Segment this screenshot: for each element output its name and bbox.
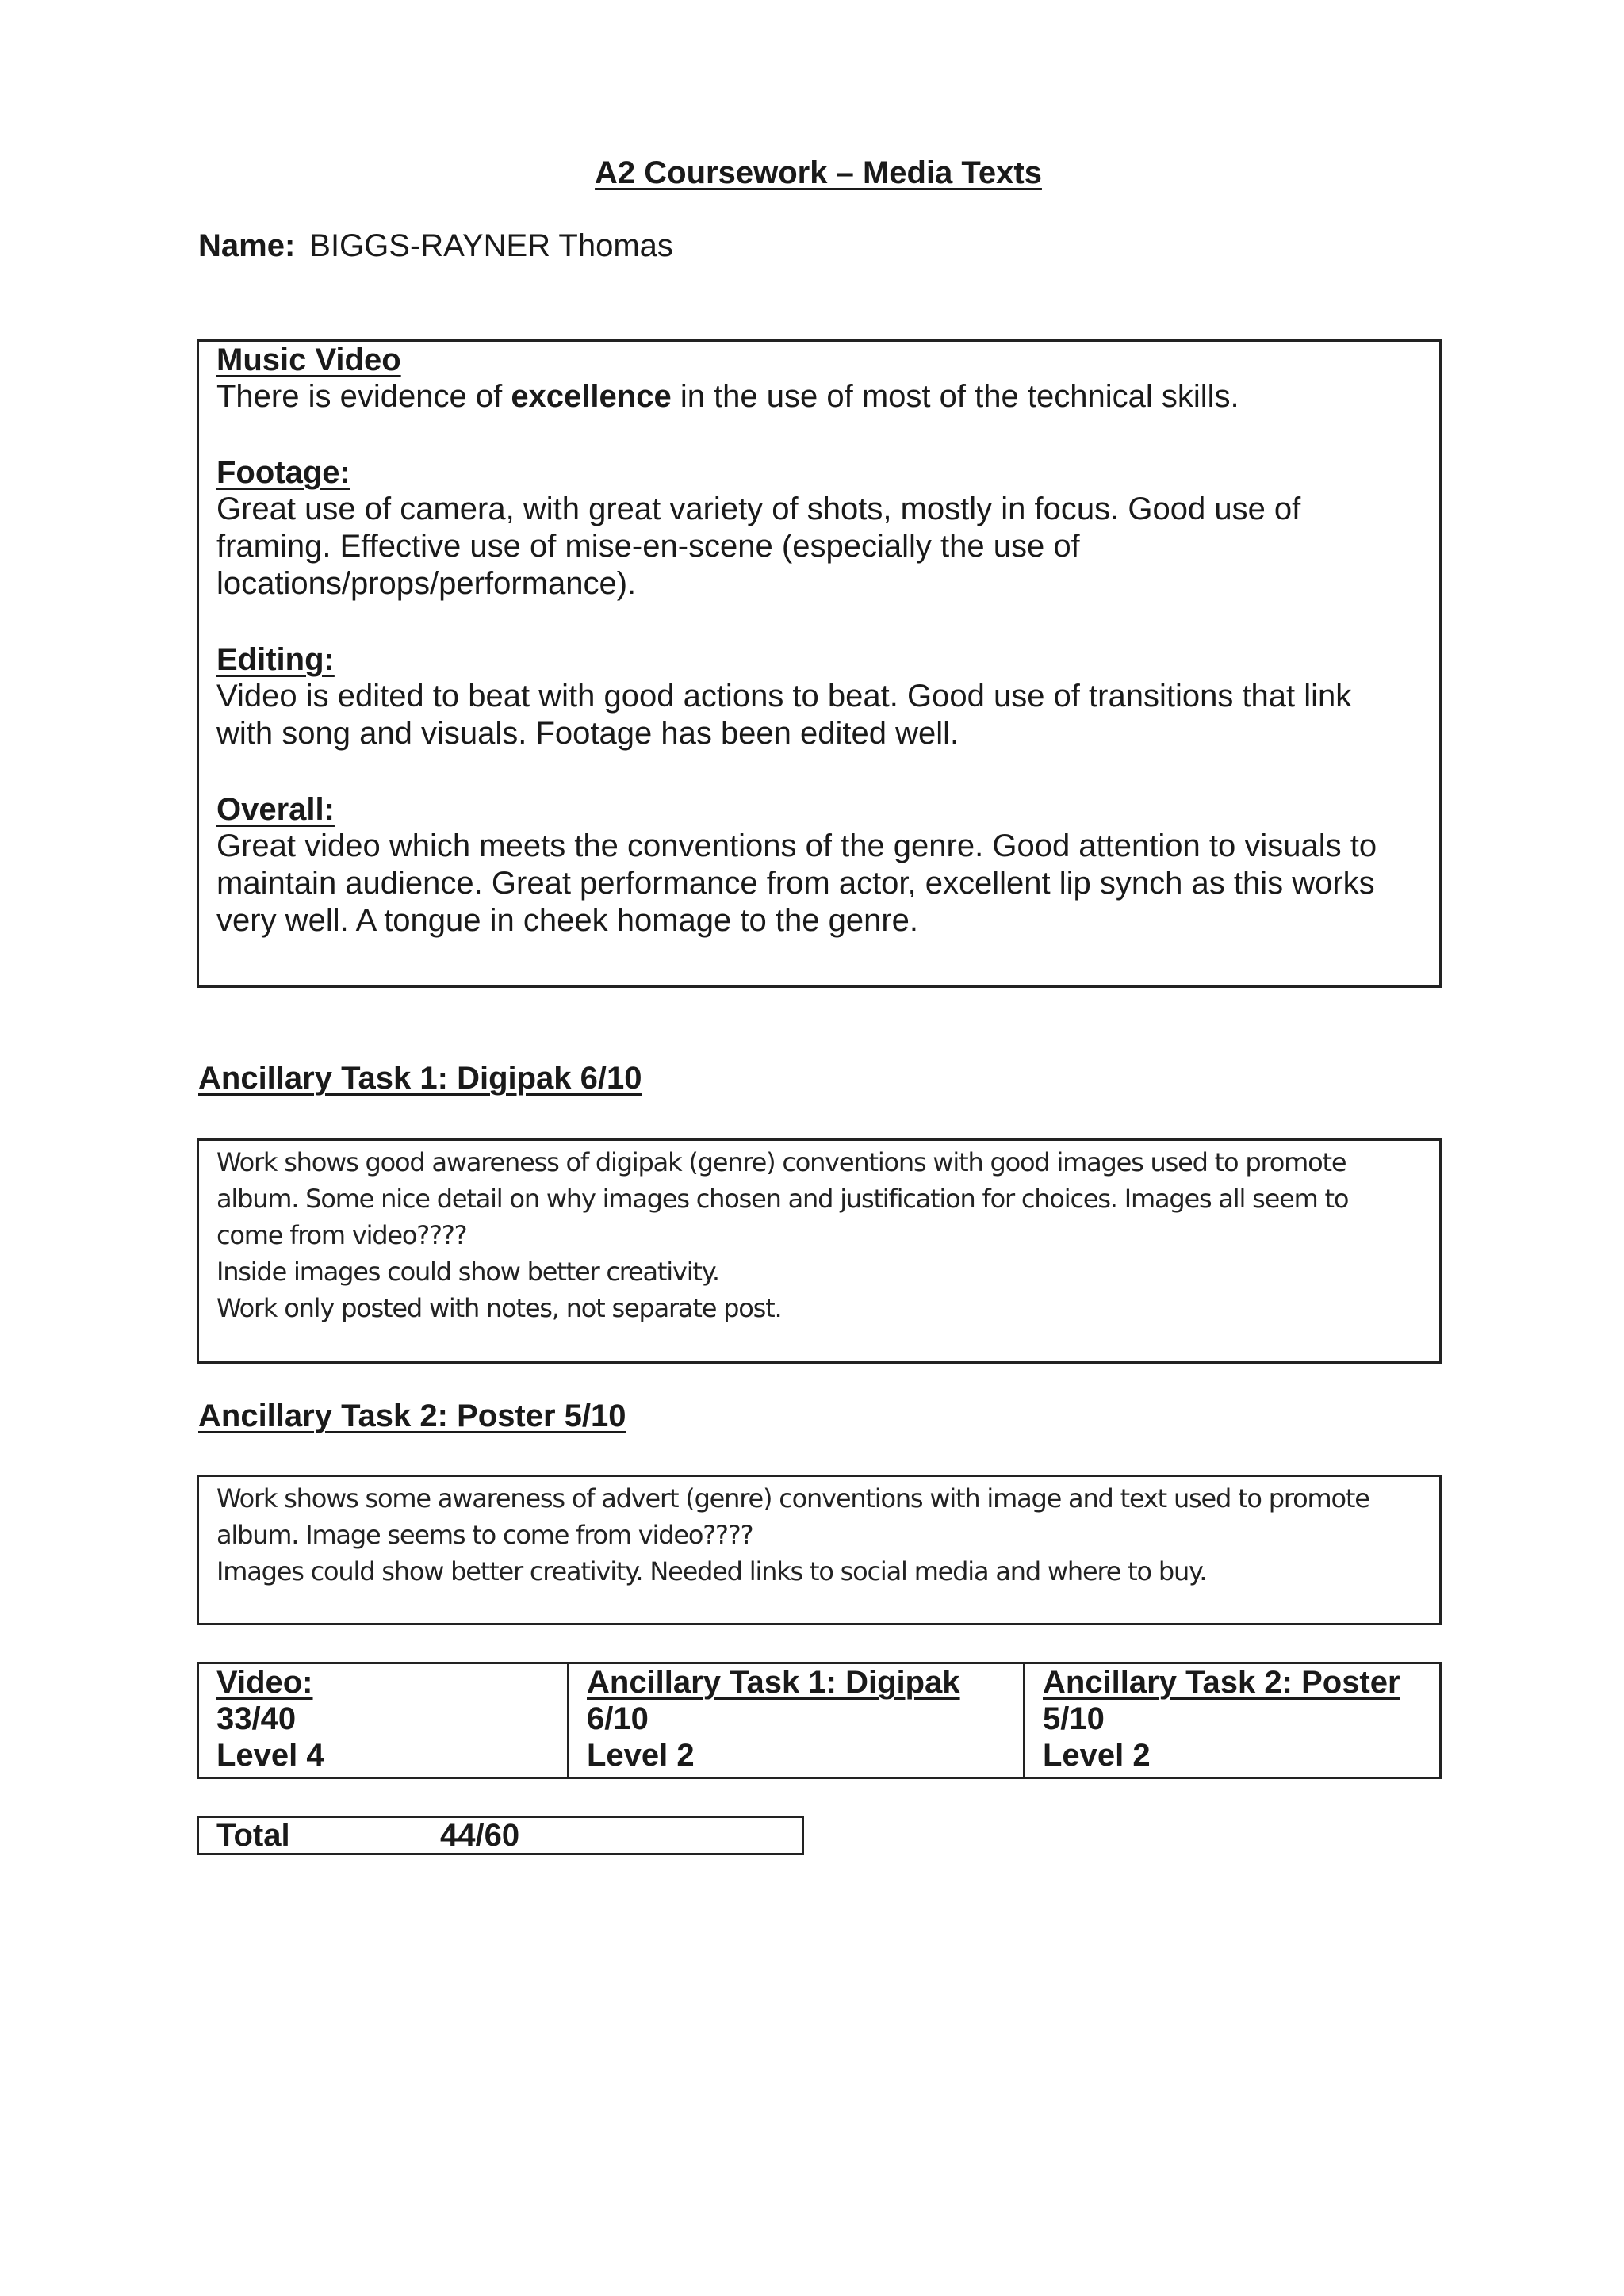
task1-line: album. Some nice detail on why images chosen and justification for choices. Images all seem to (216, 1184, 1349, 1214)
marks-level: Level 4 (216, 1738, 324, 1773)
task1-line: come from video???? (216, 1220, 467, 1250)
footage-heading: Footage: (216, 455, 350, 490)
marks-level: Level 2 (1043, 1738, 1151, 1773)
student-name-row (198, 228, 673, 264)
task2-line: Images could show better creativity. Needed links to social media and where to buy. (216, 1556, 1207, 1586)
marks-score: 6/10 (587, 1701, 649, 1736)
task1-line: Work only posted with notes, not separate post. (216, 1293, 782, 1323)
footage-line: Great use of camera, with great variety of shots, mostly in focus. Good use of (216, 492, 1301, 526)
overall-heading: Overall: (216, 792, 335, 827)
music-video-feedback-box (197, 339, 1442, 988)
marks-heading: Ancillary Task 1: Digipak (587, 1665, 960, 1700)
intro-text-bold: excellence (511, 379, 672, 414)
overall-line: Great video which meets the conventions of the genre. Good attention to visuals to (216, 828, 1377, 863)
intro-text-end: in the use of most of the technical skills. (671, 379, 1239, 414)
total-box (197, 1816, 804, 1855)
intro-text-start: There is evidence of (216, 379, 511, 414)
task1-feedback-box (197, 1138, 1442, 1364)
footage-line: locations/props/performance). (216, 566, 637, 601)
task1-line: Inside images could show better creativity. (216, 1257, 719, 1287)
total-label: Total (216, 1818, 290, 1853)
marks-heading: Ancillary Task 2: Poster (1043, 1665, 1400, 1700)
task2-heading: Ancillary Task 2: Poster 5/10 (198, 1399, 626, 1433)
task2-line: Work shows some awareness of advert (genre) conventions with image and text used to promote (216, 1483, 1369, 1513)
marks-table (197, 1662, 1442, 1779)
overall-line: very well. A tongue in cheek homage to the genre. (216, 903, 919, 938)
marks-cell-poster (1025, 1664, 1439, 1777)
music-video-intro (216, 378, 1423, 415)
marks-cell-video (199, 1664, 569, 1777)
marks-heading: Video: (216, 1665, 313, 1700)
marks-cell-digipak (569, 1664, 1025, 1777)
music-video-heading: Music Video (216, 342, 401, 377)
name-label: Name: (198, 228, 296, 263)
marks-level: Level 2 (587, 1738, 695, 1773)
name-value: BIGGS-RAYNER Thomas (309, 228, 673, 263)
footage-line: framing. Effective use of mise-en-scene (especially the use of (216, 529, 1080, 564)
total-value: 44/60 (440, 1818, 520, 1853)
task2-feedback-box (197, 1475, 1442, 1625)
editing-line: Video is edited to beat with good actions to beat. Good use of transitions that link (216, 679, 1352, 714)
task2-line: album. Image seems to come from video???? (216, 1520, 753, 1550)
overall-line: maintain audience. Great performance from actor, excellent lip synch as this works (216, 866, 1375, 901)
task1-heading: Ancillary Task 1: Digipak 6/10 (198, 1061, 642, 1096)
editing-heading: Editing: (216, 642, 335, 677)
marks-score: 33/40 (216, 1701, 297, 1736)
document-title: A2 Coursework – Media Texts (595, 155, 1042, 190)
marks-score: 5/10 (1043, 1701, 1105, 1736)
task1-line: Work shows good awareness of digipak (genre) conventions with good images used to promote (216, 1147, 1346, 1177)
editing-line: with song and visuals. Footage has been edited well. (216, 716, 959, 751)
